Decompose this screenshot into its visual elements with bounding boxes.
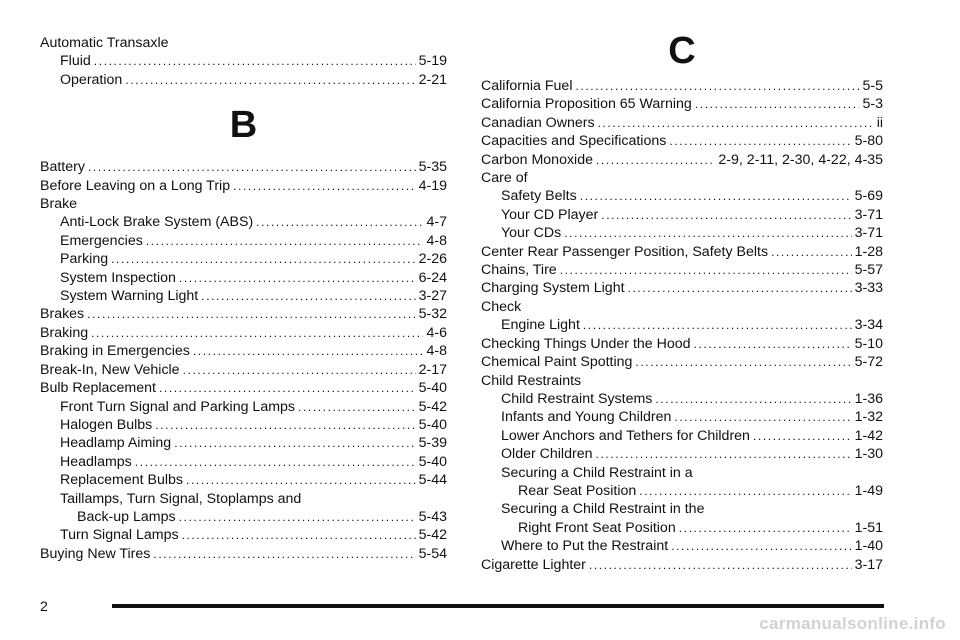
index-subentry: [40, 490, 447, 508]
page-reference: 1-42: [854, 427, 883, 444]
dot-leader: [183, 361, 416, 379]
index-term: Chains, Tire: [481, 262, 557, 279]
index-term: Rear Seat Position: [518, 482, 637, 499]
page-reference: 5-43: [418, 508, 447, 525]
page-reference: 5-19: [418, 53, 447, 70]
dot-leader: [753, 427, 852, 445]
index-term: Replacement Bulbs: [60, 472, 184, 489]
index-subentry: [40, 250, 447, 268]
page-reference: 6-24: [418, 269, 447, 286]
index-subentry: [40, 471, 447, 489]
dot-leader: [179, 508, 416, 526]
dot-leader: [639, 482, 851, 500]
dot-leader: [560, 261, 852, 279]
page-number: 2: [40, 598, 48, 614]
index-entry: [481, 372, 883, 390]
dot-leader: [179, 269, 416, 287]
index-term: Braking in Emergencies: [40, 343, 190, 360]
dot-leader: [186, 471, 416, 489]
page-reference: 2-17: [418, 361, 447, 378]
index-subentry: [40, 398, 447, 416]
index-term: Right Front Seat Position: [518, 519, 676, 536]
index-term: Child Restraint Systems: [501, 390, 653, 407]
dot-leader: [182, 526, 416, 544]
index-entry: [481, 243, 883, 261]
page-reference: 5-5: [862, 78, 883, 94]
page-reference: 2-21: [418, 71, 447, 88]
index-term: Care of: [481, 170, 528, 187]
index-entry: [40, 195, 447, 213]
index-entry: [40, 158, 447, 176]
index-subentry: [40, 434, 447, 452]
index-term: Emergencies: [60, 232, 143, 249]
index-entry: [481, 261, 883, 279]
index-subentry: [481, 224, 883, 242]
index-entry: [481, 132, 883, 150]
page-reference: 5-57: [854, 262, 883, 279]
index-term: Fluid: [60, 53, 91, 70]
index-term: Child Restraints: [481, 372, 582, 389]
page-reference: 1-32: [854, 409, 883, 426]
dot-leader: [589, 556, 852, 574]
index-subentry: [481, 537, 883, 555]
index-subentry: [481, 390, 883, 408]
index-term: Cigarette Lighter: [481, 556, 586, 573]
page-reference: 1-30: [854, 446, 883, 463]
page-reference: 2-9, 2-11, 2-30, 4-22, 4-35: [718, 151, 883, 168]
footer-rule: [112, 604, 884, 608]
page-reference: ii: [876, 114, 883, 131]
page-reference: 5-40: [418, 416, 447, 433]
page-reference: 3-34: [854, 317, 883, 334]
index-term: Bulb Replacement: [40, 380, 156, 397]
page-reference: 1-40: [854, 538, 883, 555]
page-reference: 3-17: [854, 556, 883, 573]
page-reference: 5-3: [862, 96, 883, 113]
index-entry: [40, 177, 447, 195]
index-term: System Warning Light: [60, 288, 199, 305]
index-term: Taillamps, Turn Signal, Stoplamps and: [60, 490, 302, 507]
index-term: Chemical Paint Spotting: [481, 354, 633, 371]
index-subentry: [40, 52, 447, 70]
page-reference: 5-10: [854, 335, 883, 352]
page-reference: 1-49: [854, 482, 883, 499]
index-subentry: [481, 187, 883, 205]
page-reference: 5-40: [418, 380, 447, 397]
index-term: Battery: [40, 159, 85, 176]
index-entry: [481, 77, 883, 95]
dot-leader: [233, 177, 416, 195]
dot-leader: [628, 279, 852, 297]
page-reference: 4-8: [426, 232, 447, 249]
page-reference: 5-54: [418, 545, 447, 562]
dot-leader: [87, 305, 415, 323]
index-term: Headlamp Aiming: [60, 435, 172, 452]
index-term: Brake: [40, 196, 78, 213]
dot-leader: [125, 71, 415, 89]
dot-leader: [583, 316, 852, 334]
index-term: Your CDs: [501, 225, 562, 242]
index-subentry: [40, 213, 447, 231]
dot-leader: [695, 95, 860, 113]
dot-leader: [174, 434, 415, 452]
index-subentry: [481, 482, 883, 500]
index-entry: [481, 353, 883, 371]
index-subentry: [40, 416, 447, 434]
index-subentry: [40, 71, 447, 89]
index-entry: [481, 114, 883, 132]
index-subentry: [481, 316, 883, 334]
index-entry: [481, 169, 883, 187]
index-entry: [40, 34, 447, 52]
page-reference: 5-44: [418, 472, 447, 489]
index-term: Break-In, New Vehicle: [40, 361, 180, 378]
index-term: Capacities and Specifications: [481, 133, 667, 150]
index-term: Halogen Bulbs: [60, 416, 153, 433]
index-term: California Proposition 65 Warning: [481, 96, 692, 113]
index-entry: [481, 335, 883, 353]
index-term: Engine Light: [501, 317, 580, 334]
index-subentry: [481, 464, 883, 482]
index-term: Securing a Child Restraint in a: [501, 464, 693, 481]
dot-leader: [111, 250, 415, 268]
index-term: Operation: [60, 71, 123, 88]
index-term: Securing a Child Restraint in the: [501, 501, 705, 518]
index-subentry: [40, 287, 447, 305]
dot-leader: [159, 379, 416, 397]
index-term: Charging System Light: [481, 280, 625, 297]
index-term: Headlamps: [60, 453, 132, 470]
index-subentry: [481, 445, 883, 463]
index-term: Carbon Monoxide: [481, 151, 593, 168]
page-reference: 1-36: [854, 390, 883, 407]
index-term: System Inspection: [60, 269, 176, 286]
index-entry: [40, 305, 447, 323]
index-entry: [481, 556, 883, 574]
index-term: Automatic Transaxle: [40, 35, 169, 51]
index-subentry: [481, 206, 883, 224]
index-term: Where to Put the Restraint: [501, 538, 669, 555]
index-term: Infants and Young Children: [501, 409, 672, 426]
dot-leader: [601, 206, 851, 224]
index-term: Safety Belts: [501, 188, 577, 205]
index-term: Brakes: [40, 306, 85, 323]
index-subentry: [40, 232, 447, 250]
dot-leader: [671, 537, 851, 555]
index-column-left: [40, 34, 447, 563]
dot-leader: [694, 335, 852, 353]
index-subentry: [481, 408, 883, 426]
dot-leader: [155, 416, 415, 434]
dot-leader: [135, 453, 416, 471]
index-subentry: [40, 269, 447, 287]
page-reference: 5-80: [854, 133, 883, 150]
page-reference: 5-40: [418, 453, 447, 470]
index-subentry: [481, 500, 883, 518]
page-reference: 2-26: [418, 251, 447, 268]
dot-leader: [598, 114, 874, 132]
index-entry: [481, 279, 883, 297]
page-reference: 3-71: [854, 206, 883, 223]
dot-leader: [91, 324, 423, 342]
dot-leader: [298, 398, 416, 416]
dot-leader: [94, 52, 416, 70]
dot-leader: [256, 213, 423, 231]
dot-leader: [595, 445, 851, 463]
dot-leader: [771, 243, 852, 261]
index-term: Checking Things Under the Hood: [481, 335, 691, 352]
dot-leader: [88, 158, 416, 176]
index-entry: [40, 545, 447, 563]
page-reference: 3-71: [854, 225, 883, 242]
page-reference: 5-39: [418, 435, 447, 452]
index-term: Your CD Player: [501, 206, 599, 223]
index-column-right: [481, 30, 883, 574]
index-subentry: [40, 508, 447, 526]
index-subentry: [481, 519, 883, 537]
section-letter: C: [668, 30, 696, 72]
index-term: Back-up Lamps: [77, 508, 176, 525]
dot-leader: [575, 77, 859, 95]
index-term: Anti-Lock Brake System (ABS): [60, 214, 254, 231]
index-entry: [40, 342, 447, 360]
section-letter: B: [229, 104, 258, 147]
index-term: Buying New Tires: [40, 545, 151, 562]
watermark: carmanualsonline.info: [759, 614, 946, 633]
page-reference: 3-27: [418, 288, 447, 305]
dot-leader: [564, 224, 851, 242]
page-reference: 3-33: [854, 280, 883, 297]
index-term: Center Rear Passenger Position, Safety Belts: [481, 243, 769, 260]
page-reference: 4-19: [418, 177, 447, 194]
dot-leader: [146, 232, 424, 250]
dot-leader: [655, 390, 851, 408]
page-reference: 5-42: [418, 527, 447, 544]
index-subentry: [40, 526, 447, 544]
page-reference: 5-72: [854, 354, 883, 371]
dot-leader: [596, 151, 715, 169]
index-subentry: [40, 453, 447, 471]
index-term: Front Turn Signal and Parking Lamps: [60, 398, 296, 415]
page-reference: 4-7: [426, 214, 447, 231]
index-entry: [40, 361, 447, 379]
page-reference: 5-69: [854, 188, 883, 205]
index-entry: [481, 151, 883, 169]
index-entry: [40, 324, 447, 342]
dot-leader: [153, 545, 415, 563]
index-term: Older Children: [501, 446, 593, 463]
dot-leader: [201, 287, 415, 305]
index-entry: [481, 298, 883, 316]
dot-leader: [580, 187, 852, 205]
dot-leader: [669, 132, 851, 150]
dot-leader: [679, 519, 852, 537]
index-subentry: [481, 427, 883, 445]
index-term: Parking: [60, 251, 109, 268]
index-term: Turn Signal Lamps: [60, 527, 179, 544]
index-term: Lower Anchors and Tethers for Children: [501, 427, 750, 444]
index-term: Braking: [40, 324, 89, 341]
page-reference: 1-51: [854, 519, 883, 536]
page-reference: 1-28: [854, 243, 883, 260]
page-reference: 4-6: [426, 324, 447, 341]
index-term: Check: [481, 298, 522, 315]
dot-leader: [193, 342, 424, 360]
page-reference: 5-35: [418, 159, 447, 176]
page-reference: 5-42: [418, 398, 447, 415]
index-term: Canadian Owners: [481, 114, 595, 131]
page-reference: 5-32: [418, 306, 447, 323]
index-term: Before Leaving on a Long Trip: [40, 177, 231, 194]
dot-leader: [674, 408, 851, 426]
index-entry: [40, 379, 447, 397]
dot-leader: [635, 353, 851, 371]
page-reference: 4-8: [426, 343, 447, 360]
index-entry: [481, 95, 883, 113]
index-term: California Fuel: [481, 78, 573, 94]
